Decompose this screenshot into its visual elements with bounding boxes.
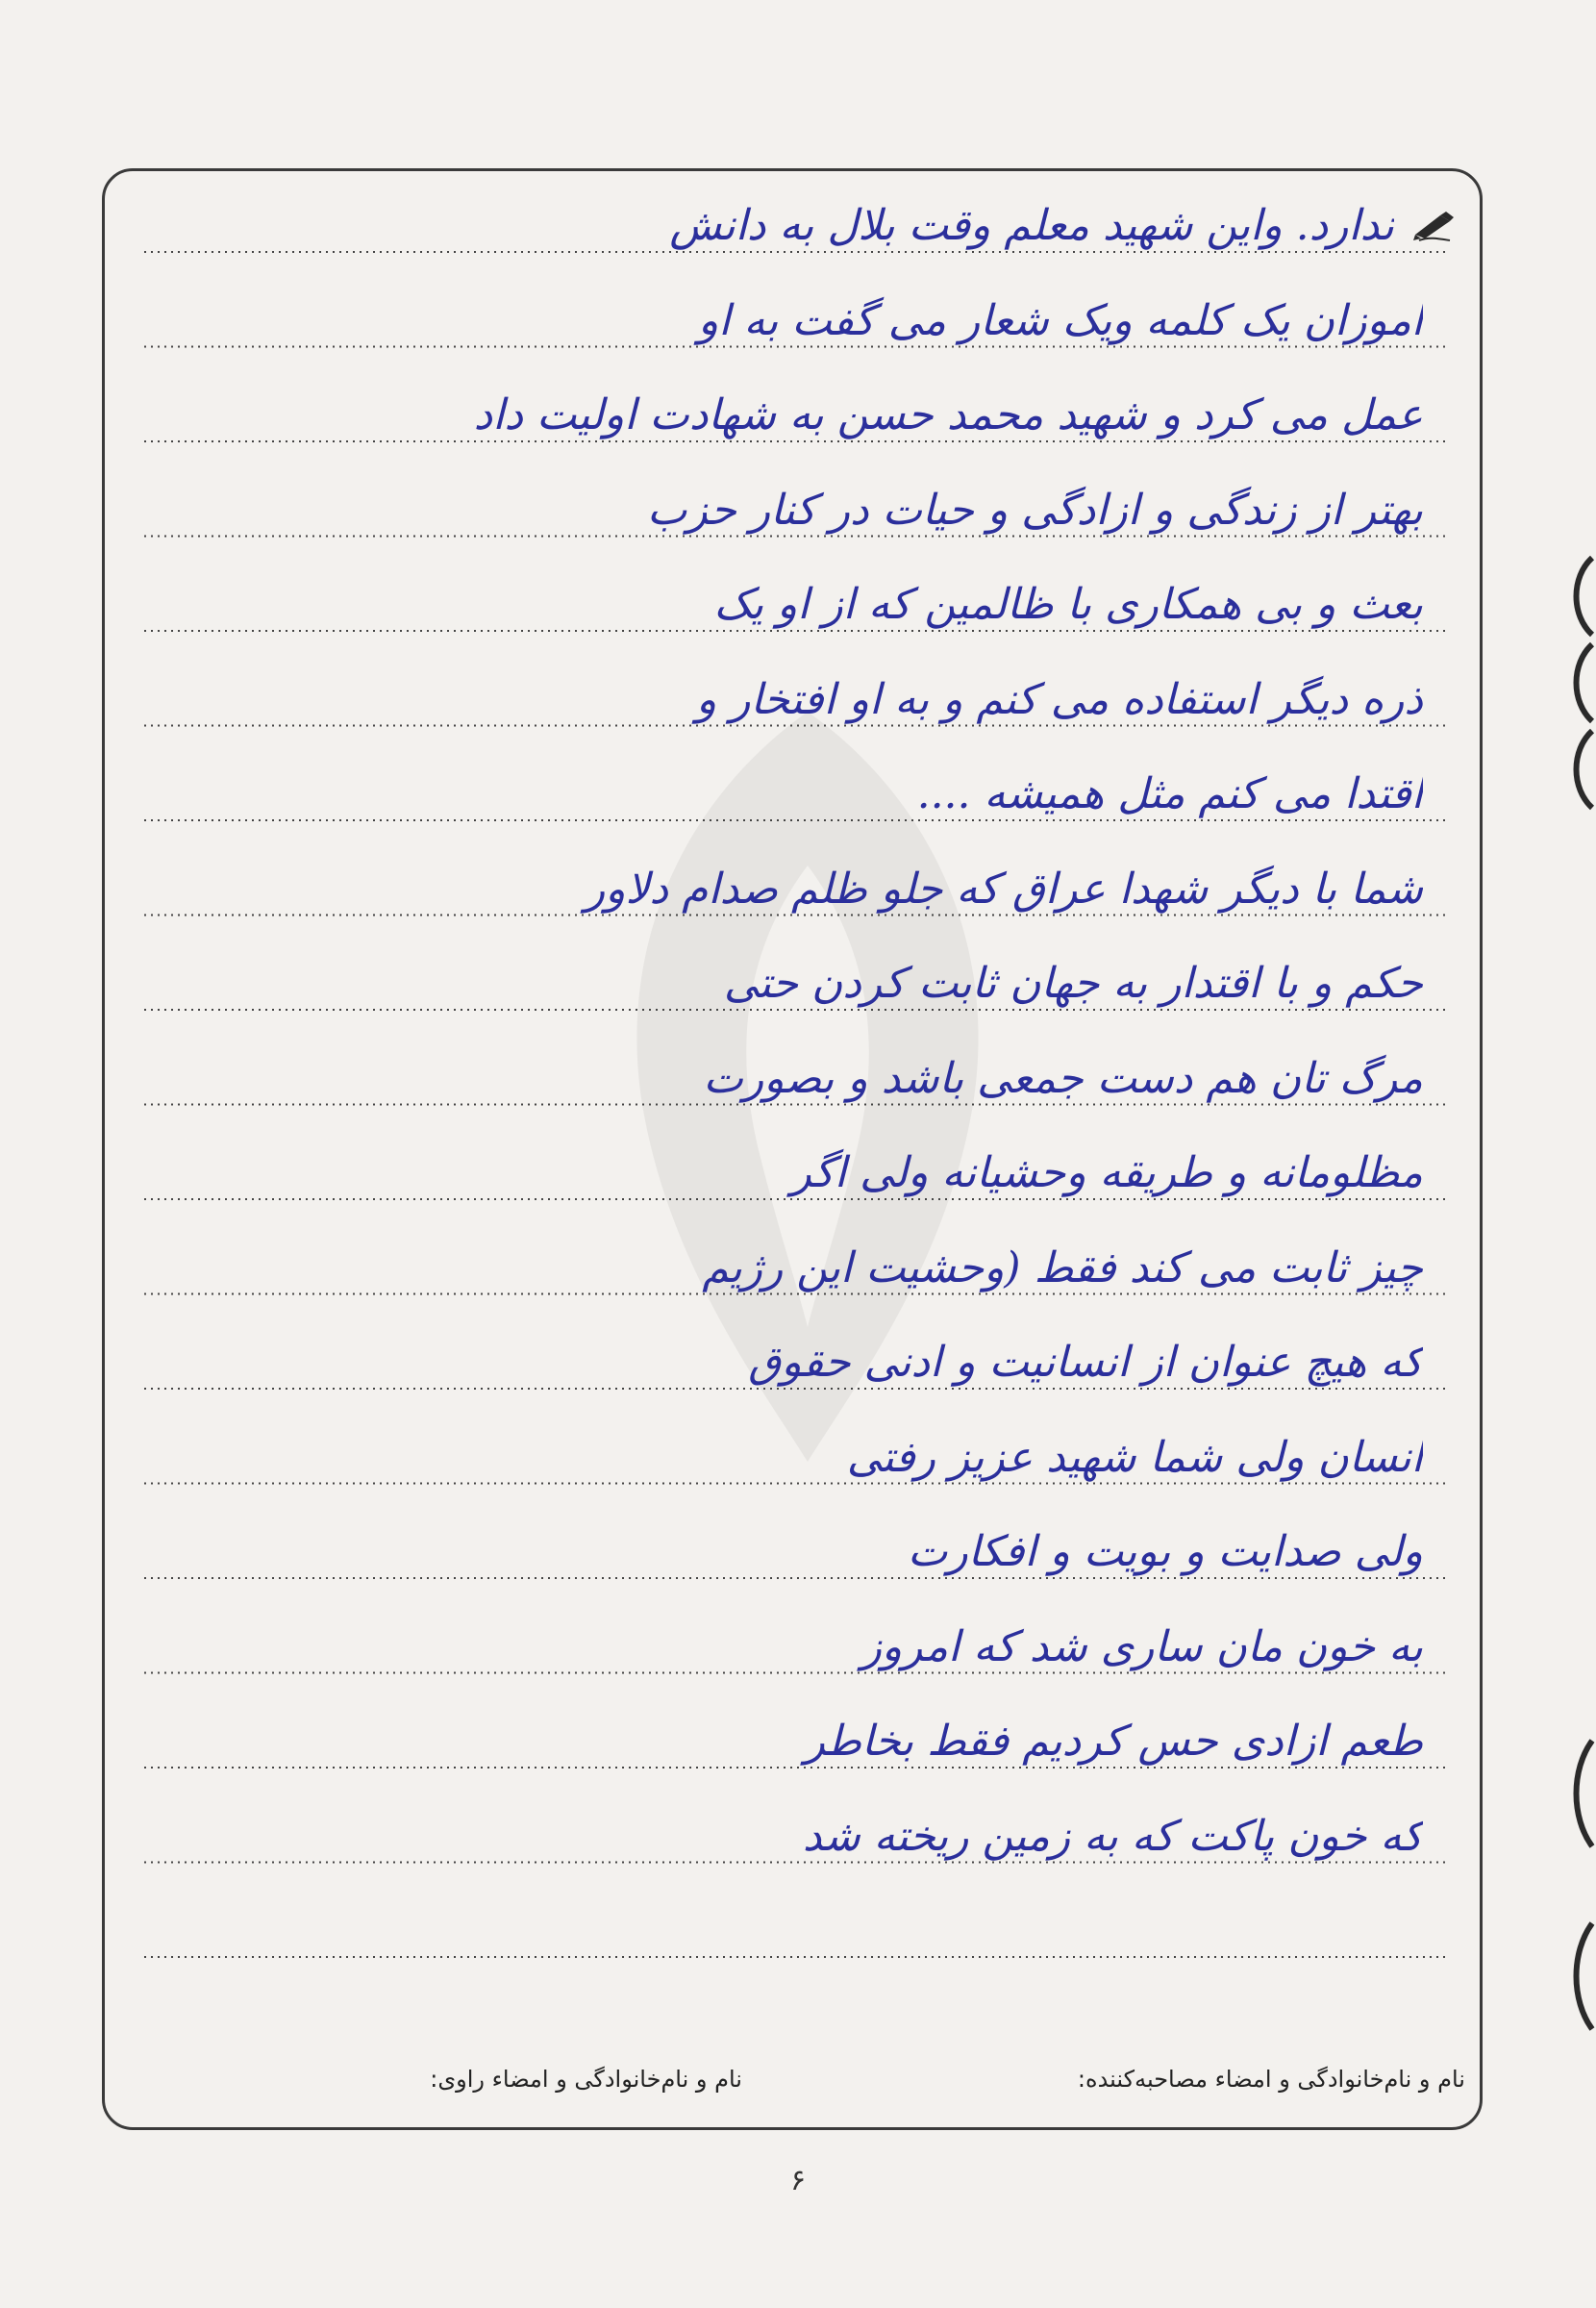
handwritten-line: عمل می کرد و شهید محمد حسن به شهادت اولیت داد (473, 390, 1423, 439)
handwritten-line: حکم و با اقتدار به جهان ثابت کردن حتی (723, 959, 1423, 1008)
handwritten-line: که خون پاکت که به زمین ریخته شد (802, 1811, 1423, 1861)
binding-wire-bottom (1565, 1731, 1596, 2048)
handwritten-line: بهتر از زندگی و ازادگی و حیات در کنار حزب (647, 485, 1423, 535)
handwritten-line: ذره دیگر استفاده می کنم و به او افتخار و (695, 674, 1423, 724)
handwritten-line: طعم ازادی حس کردیم فقط بخاطر (804, 1717, 1423, 1766)
handwritten-line: ندارد. واین شهید معلم وقت بلال به دانش (669, 201, 1394, 250)
handwritten-line: چیز ثابت می کند فقط (وحشیت این رژیم (702, 1242, 1423, 1292)
pen-icon (1411, 210, 1456, 242)
handwritten-line: اموزان یک کلمه ویک شعار می گفت به او (698, 295, 1423, 345)
page-number: ۶ (789, 2164, 807, 2197)
handwritten-line: اقتدا می کنم مثل همیشه .... (916, 769, 1423, 818)
narrator-signature-label: نام و نام‌خانوادگی و امضاء راوی: (430, 2066, 742, 2093)
handwritten-line: مظلومانه و طریقه وحشیانه ولی اگر (790, 1148, 1423, 1197)
interviewer-signature-label: نام و نام‌خانوادگی و امضاء مصاحبه‌کننده: (1077, 2066, 1465, 2093)
handwritten-line: بعث و بی همکاری با ظالمین که از او یک (713, 580, 1423, 629)
handwritten-line: انسان ولی شما شهید عزیز رفتی (846, 1432, 1423, 1482)
binding-wire-top (1565, 548, 1596, 817)
handwritten-line: شما با دیگر شهدا عراق که جلو ظلم صدام دلاور (584, 864, 1423, 914)
handwritten-line: ولی صدایت و بویت و افکارت (908, 1527, 1423, 1576)
handwritten-line: مرگ تان هم دست جمعی باشد و بصورت (703, 1053, 1423, 1103)
handwritten-line: که هیچ عنوان از انسانیت و ادنی حقوق (748, 1338, 1423, 1387)
handwritten-line: به خون مان ساری شد که امروز (860, 1621, 1423, 1671)
